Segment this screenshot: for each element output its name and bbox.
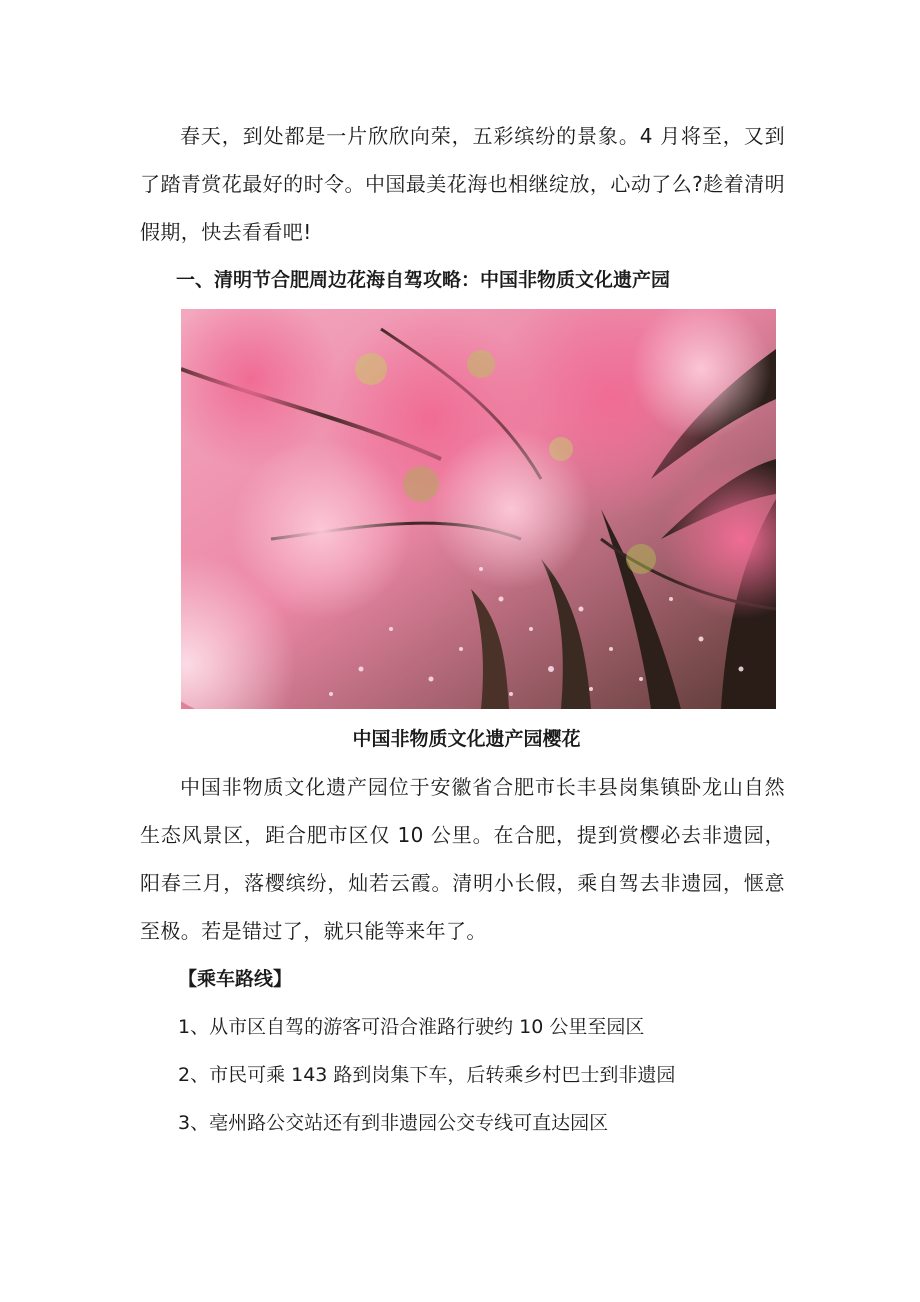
intro-paragraph: 春天，到处都是一片欣欣向荣，五彩缤纷的景象。4 月将至，又到了踏青赏花最好的时令。中国最美花海也相继绽放，心动了么?趁着清明假期，快去看看吧! bbox=[140, 124, 785, 244]
document-page bbox=[140, 112, 785, 1147]
description-paragraph: 中国非物质文化遗产园位于安徽省合肥市长丰县岗集镇卧龙山自然生态风景区，距合肥市区仅 10 公里。在合肥，提到赏樱必去非遗园，阳春三月，落樱缤纷，灿若云霞。清明小长假，乘自驾去非遗园，惬意至极。若是错过了，就只能等来年了。 bbox=[140, 775, 785, 943]
route-item: 3、亳州路公交站还有到非遗园公交专线可直达园区 bbox=[178, 1112, 609, 1134]
route-title: 【乘车路线】 bbox=[178, 968, 293, 990]
image-caption: 中国非物质文化遗产园樱花 bbox=[352, 728, 581, 750]
cherry-blossom-photo bbox=[181, 309, 776, 709]
section-heading: 一、清明节合肥周边花海自驾攻略：中国非物质文化遗产园 bbox=[176, 269, 671, 291]
route-item: 2、市民可乘 143 路到岗集下车，后转乘乡村巴士到非遗园 bbox=[178, 1064, 676, 1086]
route-item: 1、从市区自驾的游客可沿合淮路行驶约 10 公里至园区 bbox=[178, 1016, 645, 1038]
